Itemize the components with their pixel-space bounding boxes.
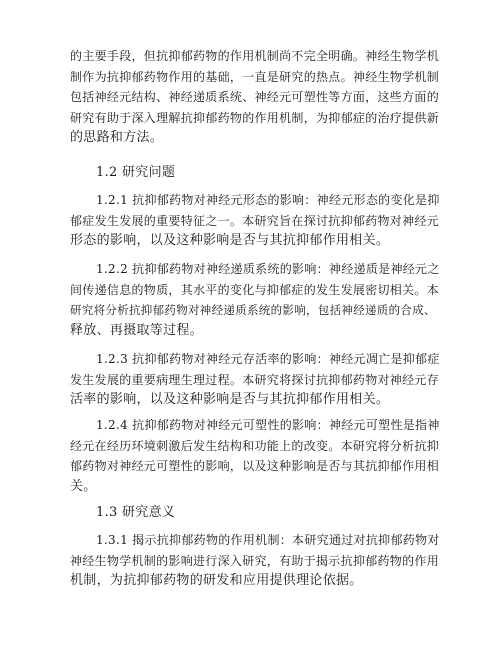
intro-line: 研究有助于深入理解抗抑郁药物的作用机制，为抑郁症的治疗提供新	[70, 110, 440, 125]
paragraph-line: 1.2.3 抗抑郁药物对神经元存活率的影响：神经元凋亡是抑郁症	[96, 352, 440, 366]
intro-line: 制作为抗抑郁药物作用的基础，一直是研究的热点。神经生物学机制	[70, 69, 440, 84]
paragraph-line: 关。	[70, 478, 97, 494]
paragraph-line: 郁药物对神经元可塑性的影响，以及这种影响是否与其抗抑郁作用相	[70, 459, 440, 473]
paragraph-1-2-4	[70, 415, 440, 497]
paragraph-1-3-1	[70, 530, 440, 592]
paragraph-1-2-1	[70, 190, 440, 252]
paragraph-line: 形态的影响，以及这种影响是否与其抗抑郁作用相关。	[70, 233, 390, 248]
paragraph-line: 神经生物学机制的影响进行深入研究，有助于揭示抗抑郁药物的作用	[70, 553, 440, 568]
paragraph-line: 经元在经历环境刺激后发生结构和功能上的改变。本研究将分析抗抑	[70, 438, 440, 453]
intro-line: 包括神经元结构、神经递质系统、神经元可塑性等方面，这些方面的	[70, 90, 440, 104]
paragraph-line: 1.2.2 抗抑郁药物对神经递质系统的影响：神经递质是神经元之	[96, 262, 440, 276]
paragraph-line: 研究将分析抗抑郁药物对神经递质系统的影响，包括神经递质的合成、	[70, 303, 436, 317]
paragraph-line: 1.3.1 揭示抗抑郁药物的作用机制：本研究通过对抗抑郁药物对	[96, 533, 440, 547]
paragraph-1-2-3	[70, 349, 440, 411]
paragraph-1-2-2	[70, 259, 440, 341]
intro-paragraph	[70, 46, 440, 149]
intro-line: 的思路和方法。	[70, 130, 164, 145]
paragraph-line: 间传递信息的物质，其水平的变化与抑郁症的发生发展密切相关。本	[70, 282, 440, 297]
section-heading-1-3: 1.3 研究意义	[96, 505, 176, 520]
intro-line: 的主要手段，但抗抑郁药物的作用机制尚不完全明确。神经生物学机	[70, 49, 440, 63]
paragraph-line: 1.2.4 抗抑郁药物对神经元可塑性的影响：神经元可塑性是指神	[96, 418, 440, 432]
section-heading-1-2: 1.2 研究问题	[96, 165, 176, 180]
paragraph-line: 郁症发生发展的重要特征之一。本研究旨在探讨抗抑郁药物对神经元	[70, 213, 440, 228]
paragraph-line: 机制，为抗抑郁药物的研发和应用提供理论依据。	[70, 573, 363, 588]
paragraph-line: 活率的影响，以及这种影响是否与其抗抑郁作用相关。	[70, 392, 390, 407]
paragraph-line: 释放、再摄取等过程。	[70, 322, 204, 338]
paragraph-line: 发生发展的重要病理生理过程。本研究将探讨抗抑郁药物对神经元存	[70, 372, 440, 387]
paragraph-line: 1.2.1 抗抑郁药物对神经元形态的影响：神经元形态的变化是抑	[96, 193, 440, 207]
